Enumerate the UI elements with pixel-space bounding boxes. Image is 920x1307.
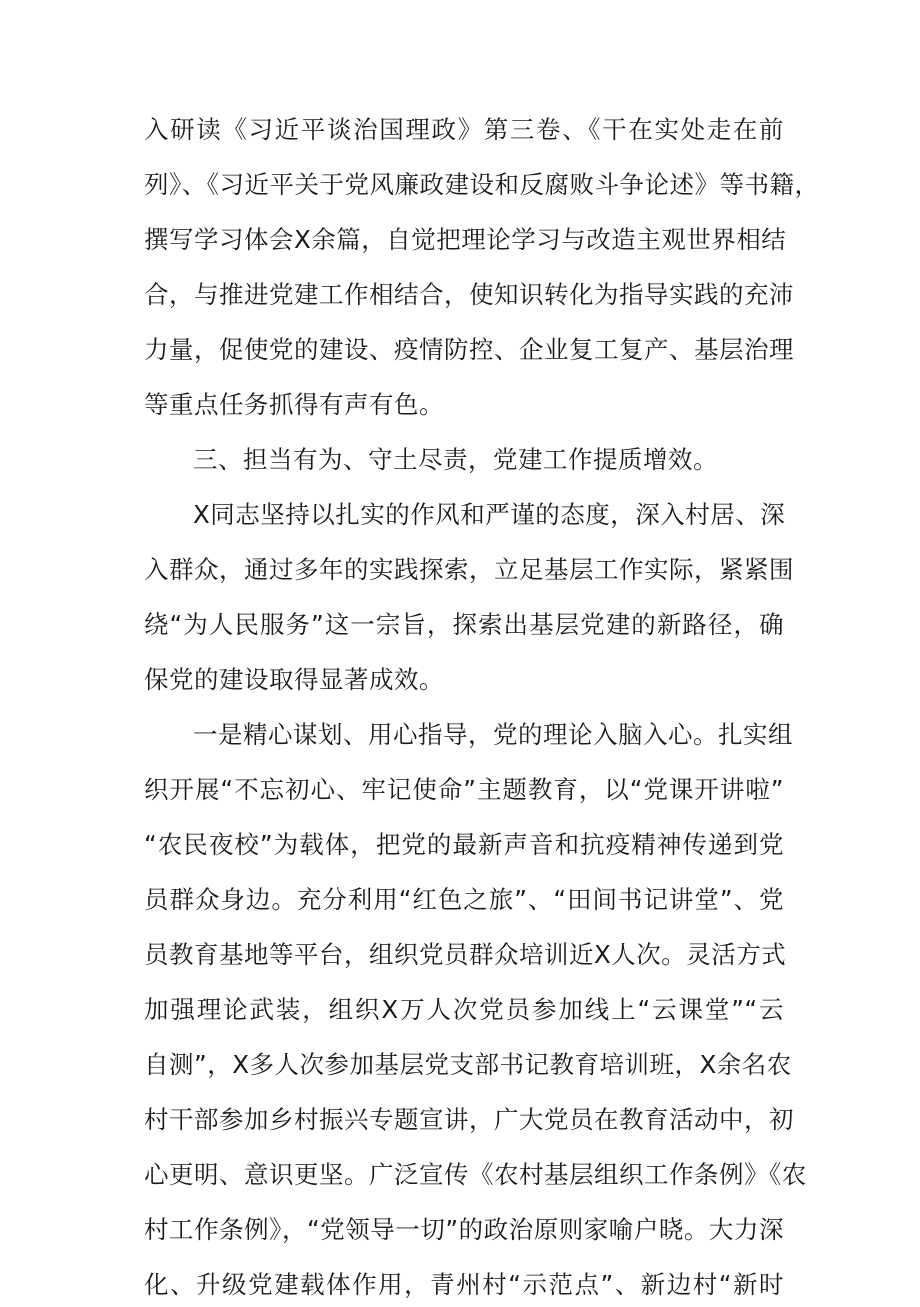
text-line: 一是精心谋划、用心指导，党的理论入脑入心。扎实组	[193, 720, 793, 749]
text-line: 自测”，X多人次参加基层党支部书记教育培训班，X余名农	[144, 1050, 792, 1079]
text-line: 心更明、意识更坚。广泛宣传《农村基层组织工作条例》《农	[144, 1160, 807, 1189]
text-line: 村干部参加乡村振兴专题宣讲，广大党员在教育活动中，初	[144, 1105, 794, 1134]
text-line: 织开展“不忘初心、牢记使命”主题教育，以“党课开讲啦”	[144, 775, 784, 804]
text-line: 等重点任务抓得有声有色。	[144, 390, 444, 419]
text-line: X同志坚持以扎实的作风和严谨的态度，深入村居、深	[193, 500, 786, 529]
text-line: 加强理论武装，组织X万人次党员参加线上“云课堂”“云	[144, 995, 784, 1024]
section-heading: 三、担当有为、守土尽责，党建工作提质增效。	[193, 445, 718, 474]
text-line: 合，与推进党建工作相结合，使知识转化为指导实践的充沛	[144, 280, 794, 309]
text-line: 保党的建设取得显著成效。	[144, 665, 444, 694]
text-line: 入研读《习近平谈治国理政》第三卷、《干在实处走在前	[144, 115, 784, 144]
text-line: “农民夜校”为载体，把党的最新声音和抗疫精神传递到党	[144, 830, 784, 859]
text-line: 撰写学习体会X余篇，自觉把理论学习与改造主观世界相结	[144, 225, 787, 254]
text-line: 村工作条例》，“党领导一切”的政治原则家喻户晓。大力深	[144, 1215, 784, 1244]
text-line: 员群众身边。充分利用“红色之旅”、“田间书记讲堂”、党	[144, 885, 784, 914]
text-line: 化、升级党建载体作用，青州村“示范点”、新边村“新时	[144, 1270, 784, 1299]
text-line: 员教育基地等平台，组织党员群众培训近X人次。灵活方式	[144, 940, 787, 969]
text-line: 列》、《习近平关于党风廉政建设和反腐败斗争论述》等书籍，	[144, 170, 820, 199]
text-line: 力量，促使党的建设、疫情防控、企业复工复产、基层治理	[144, 335, 794, 364]
text-line: 入群众，通过多年的实践探索，立足基层工作实际，紧紧围	[144, 555, 794, 584]
text-line: 绕“为人民服务”这一宗旨，探索出基层党建的新路径，确	[144, 610, 784, 639]
